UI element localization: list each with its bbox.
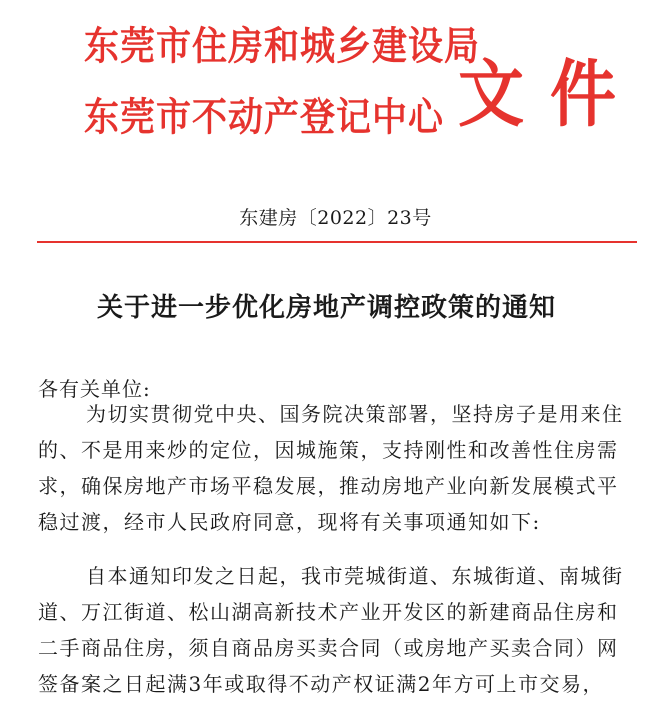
document-title: 关于进一步优化房地产调控政策的通知 <box>96 293 556 323</box>
document-word: 文件 <box>458 52 642 138</box>
paragraph-line: 稳过渡，经市人民政府同意，现将有关事项通知如下: <box>38 510 541 534</box>
paragraph-line: 为切实贯彻党中央、国务院决策部署，坚持房子是用来住 <box>86 402 624 426</box>
paragraph-line: 求，确保房地产市场平稳发展，推动房地产业向新发展模式平 <box>38 474 619 498</box>
paragraph-line: 道、万江街道、松山湖高新技术产业开发区的新建商品住房和 <box>38 600 619 624</box>
issuer-line-1: 东莞市住房和城乡建设局 <box>84 24 481 70</box>
addressee: 各有关单位: <box>38 377 151 401</box>
paragraph-line: 签备案之日起满3年或取得不动产权证满2年方可上市交易， <box>38 672 604 696</box>
paragraph-2 <box>38 558 630 702</box>
paragraph-line: 的、不是用来炒的定位，因城施策，支持刚性和改善性住房需 <box>38 438 619 462</box>
document-number: 东建房〔2022〕23号 <box>239 207 432 229</box>
paragraph-line: 二手商品住房，须自商品房买卖合同（或房地产买卖合同）网 <box>38 636 619 660</box>
issuer-line-2: 东莞市不动产登记中心 <box>84 95 445 141</box>
paragraph-line: 自本通知印发之日起，我市莞城街道、东城街道、南城街 <box>86 564 624 588</box>
paragraph-1 <box>38 396 630 540</box>
red-divider <box>37 241 637 243</box>
